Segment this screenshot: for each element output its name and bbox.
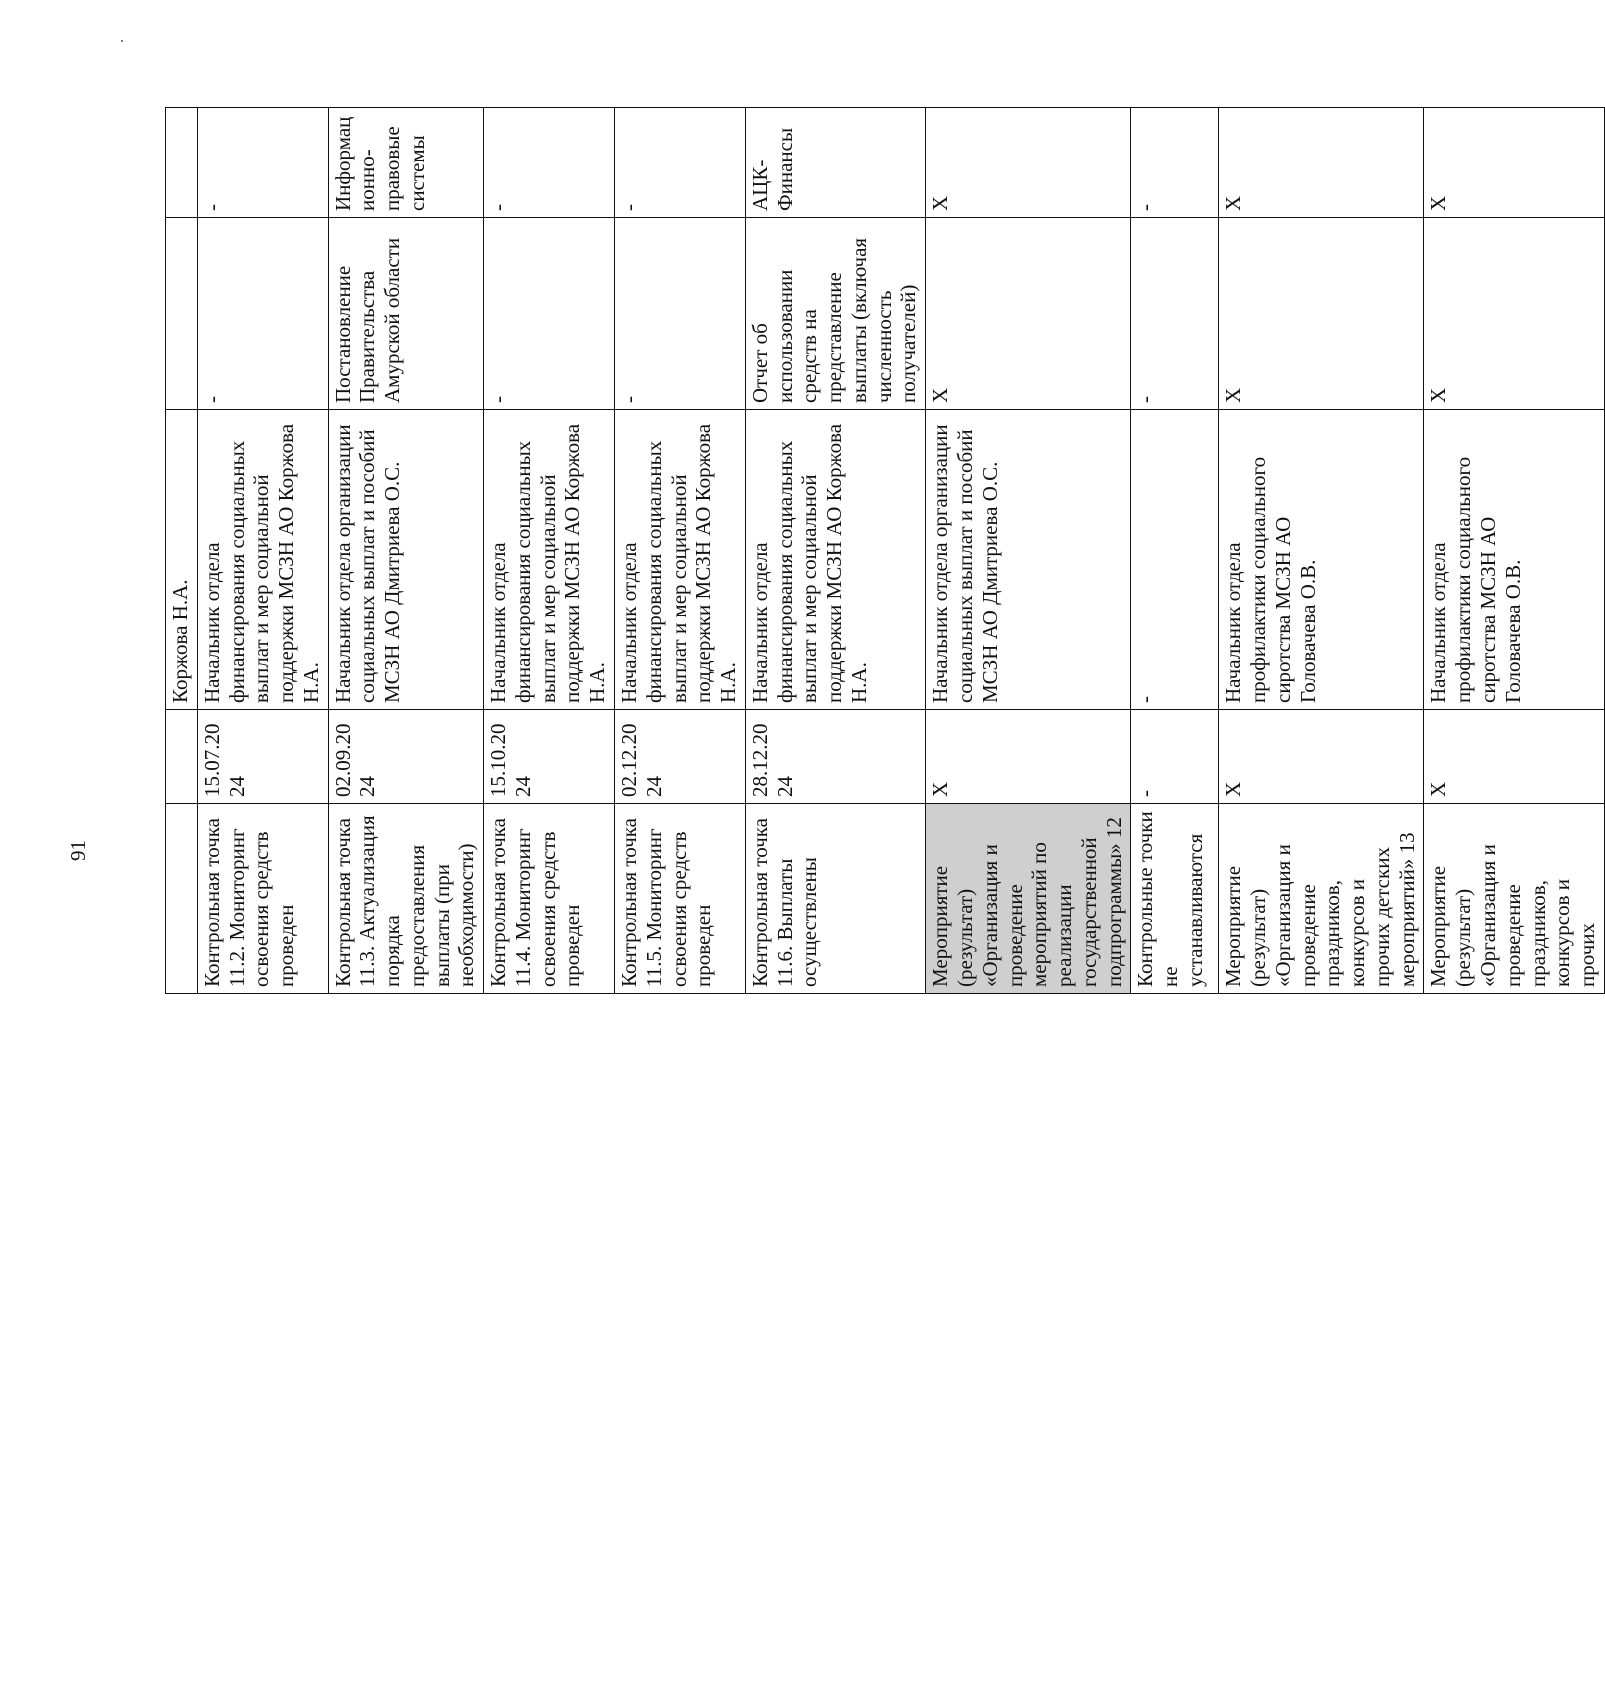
cell-name: Контрольная точка 11.3. Актуализация порядка предоставления выплаты (при необходимости) bbox=[328, 804, 484, 994]
cell-name: Мероприятие (результат) «Организация и проведение праздников, конкурсов и прочих bbox=[1424, 804, 1604, 994]
cell-date: 15.07.2024 bbox=[197, 710, 328, 804]
rotated-table-wrapper bbox=[165, 108, 1605, 994]
cell-name: Контрольная точка 11.2. Мониторинг освоения средств проведен bbox=[197, 804, 328, 994]
cell-system: - bbox=[197, 108, 328, 218]
cell-document: - bbox=[1131, 218, 1219, 410]
cell-system: Х bbox=[1424, 108, 1604, 218]
cell-date: - bbox=[1131, 710, 1219, 804]
cell-name bbox=[166, 804, 198, 994]
table-row bbox=[745, 108, 925, 994]
cell-name: Контрольная точка 11.6. Выплаты осуществлены bbox=[745, 804, 925, 994]
table-row bbox=[197, 108, 328, 994]
cell-date: Х bbox=[1424, 710, 1604, 804]
cell-document: Постановление Правительства Амурской области bbox=[328, 218, 484, 410]
cell-responsible: Начальник отдела профилактики социального сиротства МСЗН АО Головачева О.В. bbox=[1219, 410, 1424, 710]
cell-system: - bbox=[484, 108, 615, 218]
cell-name: Мероприятие (результат) «Организация и проведение мероприятий по реализации государственной подпрограммы» 12 bbox=[926, 804, 1131, 994]
cell-responsible: Начальник отдела профилактики социального сиротства МСЗН АО Головачева О.В. bbox=[1424, 410, 1604, 710]
table-row bbox=[328, 108, 484, 994]
table-row bbox=[926, 108, 1131, 994]
cell-document: - bbox=[197, 218, 328, 410]
cell-document: Х bbox=[1424, 218, 1604, 410]
cell-date: 15.10.2024 bbox=[484, 710, 615, 804]
table-row bbox=[484, 108, 615, 994]
plan-table bbox=[165, 107, 1605, 994]
cell-date: Х bbox=[926, 710, 1131, 804]
cell-responsible: Начальник отдела финансирования социальных выплат и мер социальной поддержки МСЗН АО Коржова Н.А. bbox=[615, 410, 746, 710]
cell-responsible: - bbox=[1131, 410, 1219, 710]
cell-name: Мероприятие (результат) «Организация и проведение праздников, конкурсов и прочих детских мероприятий» 13 bbox=[1219, 804, 1424, 994]
cell-responsible: Начальник отдела финансирования социальных выплат и мер социальной поддержки МСЗН АО Коржова Н.А. bbox=[197, 410, 328, 710]
cell-name: Контрольная точка 11.4. Мониторинг освоения средств проведен bbox=[484, 804, 615, 994]
cell-document: Х bbox=[926, 218, 1131, 410]
cell-responsible: Начальник отдела организации социальных выплат и пособий МСЗН АО Дмитриева О.С. bbox=[926, 410, 1131, 710]
cell-responsible: Начальник отдела финансирования социальных выплат и мер социальной поддержки МСЗН АО Коржова Н.А. bbox=[745, 410, 925, 710]
cell-date: 28.12.2024 bbox=[745, 710, 925, 804]
cell-date: 02.12.2024 bbox=[615, 710, 746, 804]
cell-system: Х bbox=[926, 108, 1131, 218]
cell-date bbox=[166, 710, 198, 804]
cell-system: АЦК-Финансы bbox=[745, 108, 925, 218]
cell-system: - bbox=[1131, 108, 1219, 218]
cell-system: Информационно-правовые системы bbox=[328, 108, 484, 218]
cell-document: Х bbox=[1219, 218, 1424, 410]
cell-document: - bbox=[615, 218, 746, 410]
cell-document bbox=[166, 218, 198, 410]
cell-responsible: Начальник отдела финансирования социальных выплат и мер социальной поддержки МСЗН АО Коржова Н.А. bbox=[484, 410, 615, 710]
scan-artifact-dot bbox=[121, 40, 123, 42]
table-row bbox=[615, 108, 746, 994]
cell-responsible: Начальник отдела организации социальных выплат и пособий МСЗН АО Дмитриева О.С. bbox=[328, 410, 484, 710]
cell-name: Контрольная точка 11.5. Мониторинг освоения средств проведен bbox=[615, 804, 746, 994]
cell-date: Х bbox=[1219, 710, 1424, 804]
cell-date: 02.09.2024 bbox=[328, 710, 484, 804]
cell-system bbox=[166, 108, 198, 218]
cell-system: Х bbox=[1219, 108, 1424, 218]
table-row bbox=[1424, 108, 1604, 994]
table-row bbox=[166, 108, 198, 994]
table-row bbox=[1131, 108, 1219, 994]
cell-document: - bbox=[484, 218, 615, 410]
cell-responsible: Коржова Н.А. bbox=[166, 410, 198, 710]
table-row bbox=[1219, 108, 1424, 994]
page-number: 91 bbox=[66, 840, 90, 861]
cell-system: - bbox=[615, 108, 746, 218]
cell-name: Контрольные точки не устанавливаются bbox=[1131, 804, 1219, 994]
cell-document: Отчет об использовании средств на представление выплаты (включая численность получателей) bbox=[745, 218, 925, 410]
